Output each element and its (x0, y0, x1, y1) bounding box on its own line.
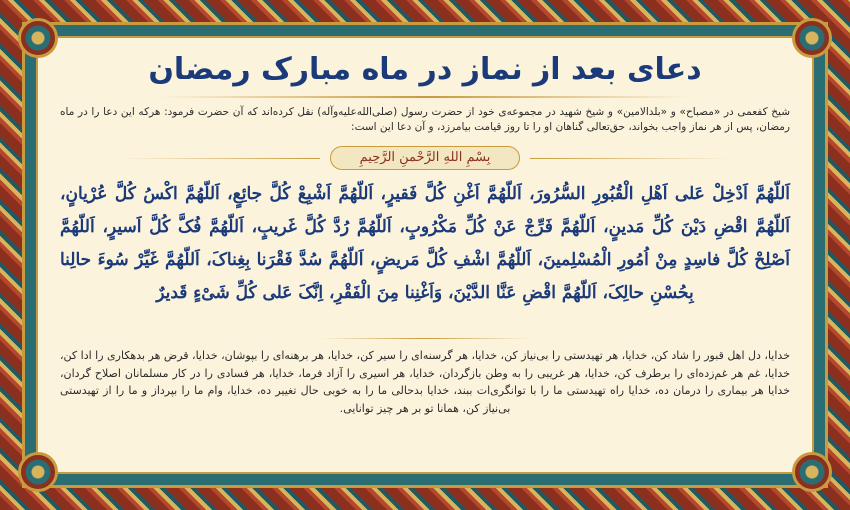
corner-ornament-bottom-left (18, 452, 58, 492)
basmala-line-right (530, 158, 730, 159)
basmala-text: بِسْمِ اللهِ الرَّحْمنِ الرَّحِيمِ (359, 150, 491, 165)
persian-translation-text: خدایا، دل اهل قبور را شاد کن، خدایا، هر تهیدستی را بی‌نیاز کن، خدایا، هر گرسنه‌ای را سیر کن، خدایا، هر برهنه‌ای را بپوشان، خدایا، قرض هر بدهکاری را ادا کن، خدایا، غم هر غم‌زده‌ای را برطرف کن، خدایا، هر غریبی را به وطن بازگردان، خدایا، هر اسیری را آزاد فرما، خدایا، هر فسادی را در کار مسلمانان اصلاح گردان، خدایا هر بیماری را درمان ده، خدایا راه تهیدستی ما را با توانگری‌ات ببند، خدایا بدحالی ما را به خوبی حال تغییر ده، خدایا، وام ما را بپرداز و ما را از تهیدستی بی‌نیاز کن، همانا تو بر هر چیز توانایی. (60, 349, 790, 415)
page-title: دعای بعد از نماز در ماه مبارک رمضان (148, 52, 702, 87)
basmala-line-left (120, 158, 320, 159)
section-divider (320, 338, 530, 339)
intro-text: شیخ کفعمی در «مصباح» و «بلدالامین» و شیخ شهید در مجموعه‌ی خود از حضرت رسول (صلی‌الله‌علیه‌وآله) نقل کرده‌اند که آن حضرت فرمود: هرکه این دعا را در ماه رمضان، پس از هر نماز واجب بخواند، حق‌تعالی گناهان او را تا روز قیامت بیامرزد، و آن دعا این است: (60, 106, 790, 133)
corner-ornament-bottom-right (792, 452, 832, 492)
arabic-prayer-text: اَللّهُمَّ اَدْخِلْ عَلى اَهْلِ الْقُبُورِ السُّرُورَ، اَللّهُمَّ اَغْنِ کُلَّ فَقيرٍ، اَللّهُمَّ اَشْبِعْ کُلَّ جائِعٍ، اَللّهُمَّ اکْسُ کُلَّ عُرْيانٍ، اَللّهُمَّ اقْضِ دَيْنَ کُلِّ مَدينٍ، اَللّهُمَّ فَرِّجْ عَنْ کُلِّ مَکْرُوبٍ، اَللّهُمَّ رُدَّ کُلَّ غَريبٍ، اَللّهُمَّ فُکَّ کُلَّ اَسيرٍ، اَللّهُمَّ اَصْلِحْ کُلَّ فاسِدٍ مِنْ اُمُورِ الْمُسْلِمينَ، اَللّهُمَّ اشْفِ کُلَّ مَريضٍ، اَللّهُمَّ سُدَّ فَقْرَنا بِغِناکَ، اَللّهُمَّ غَيِّرْ سُوءَ حالِنا بِحُسْنِ حالِکَ، اَللّهُمَّ اقْضِ عَنَّا الدَّيْنَ، وَاَغْنِنا مِنَ الْفَقْرِ، اِنَّکَ عَلى کُلِّ شَیْءٍ قَديرٌ (60, 184, 790, 303)
title-divider (160, 96, 690, 98)
